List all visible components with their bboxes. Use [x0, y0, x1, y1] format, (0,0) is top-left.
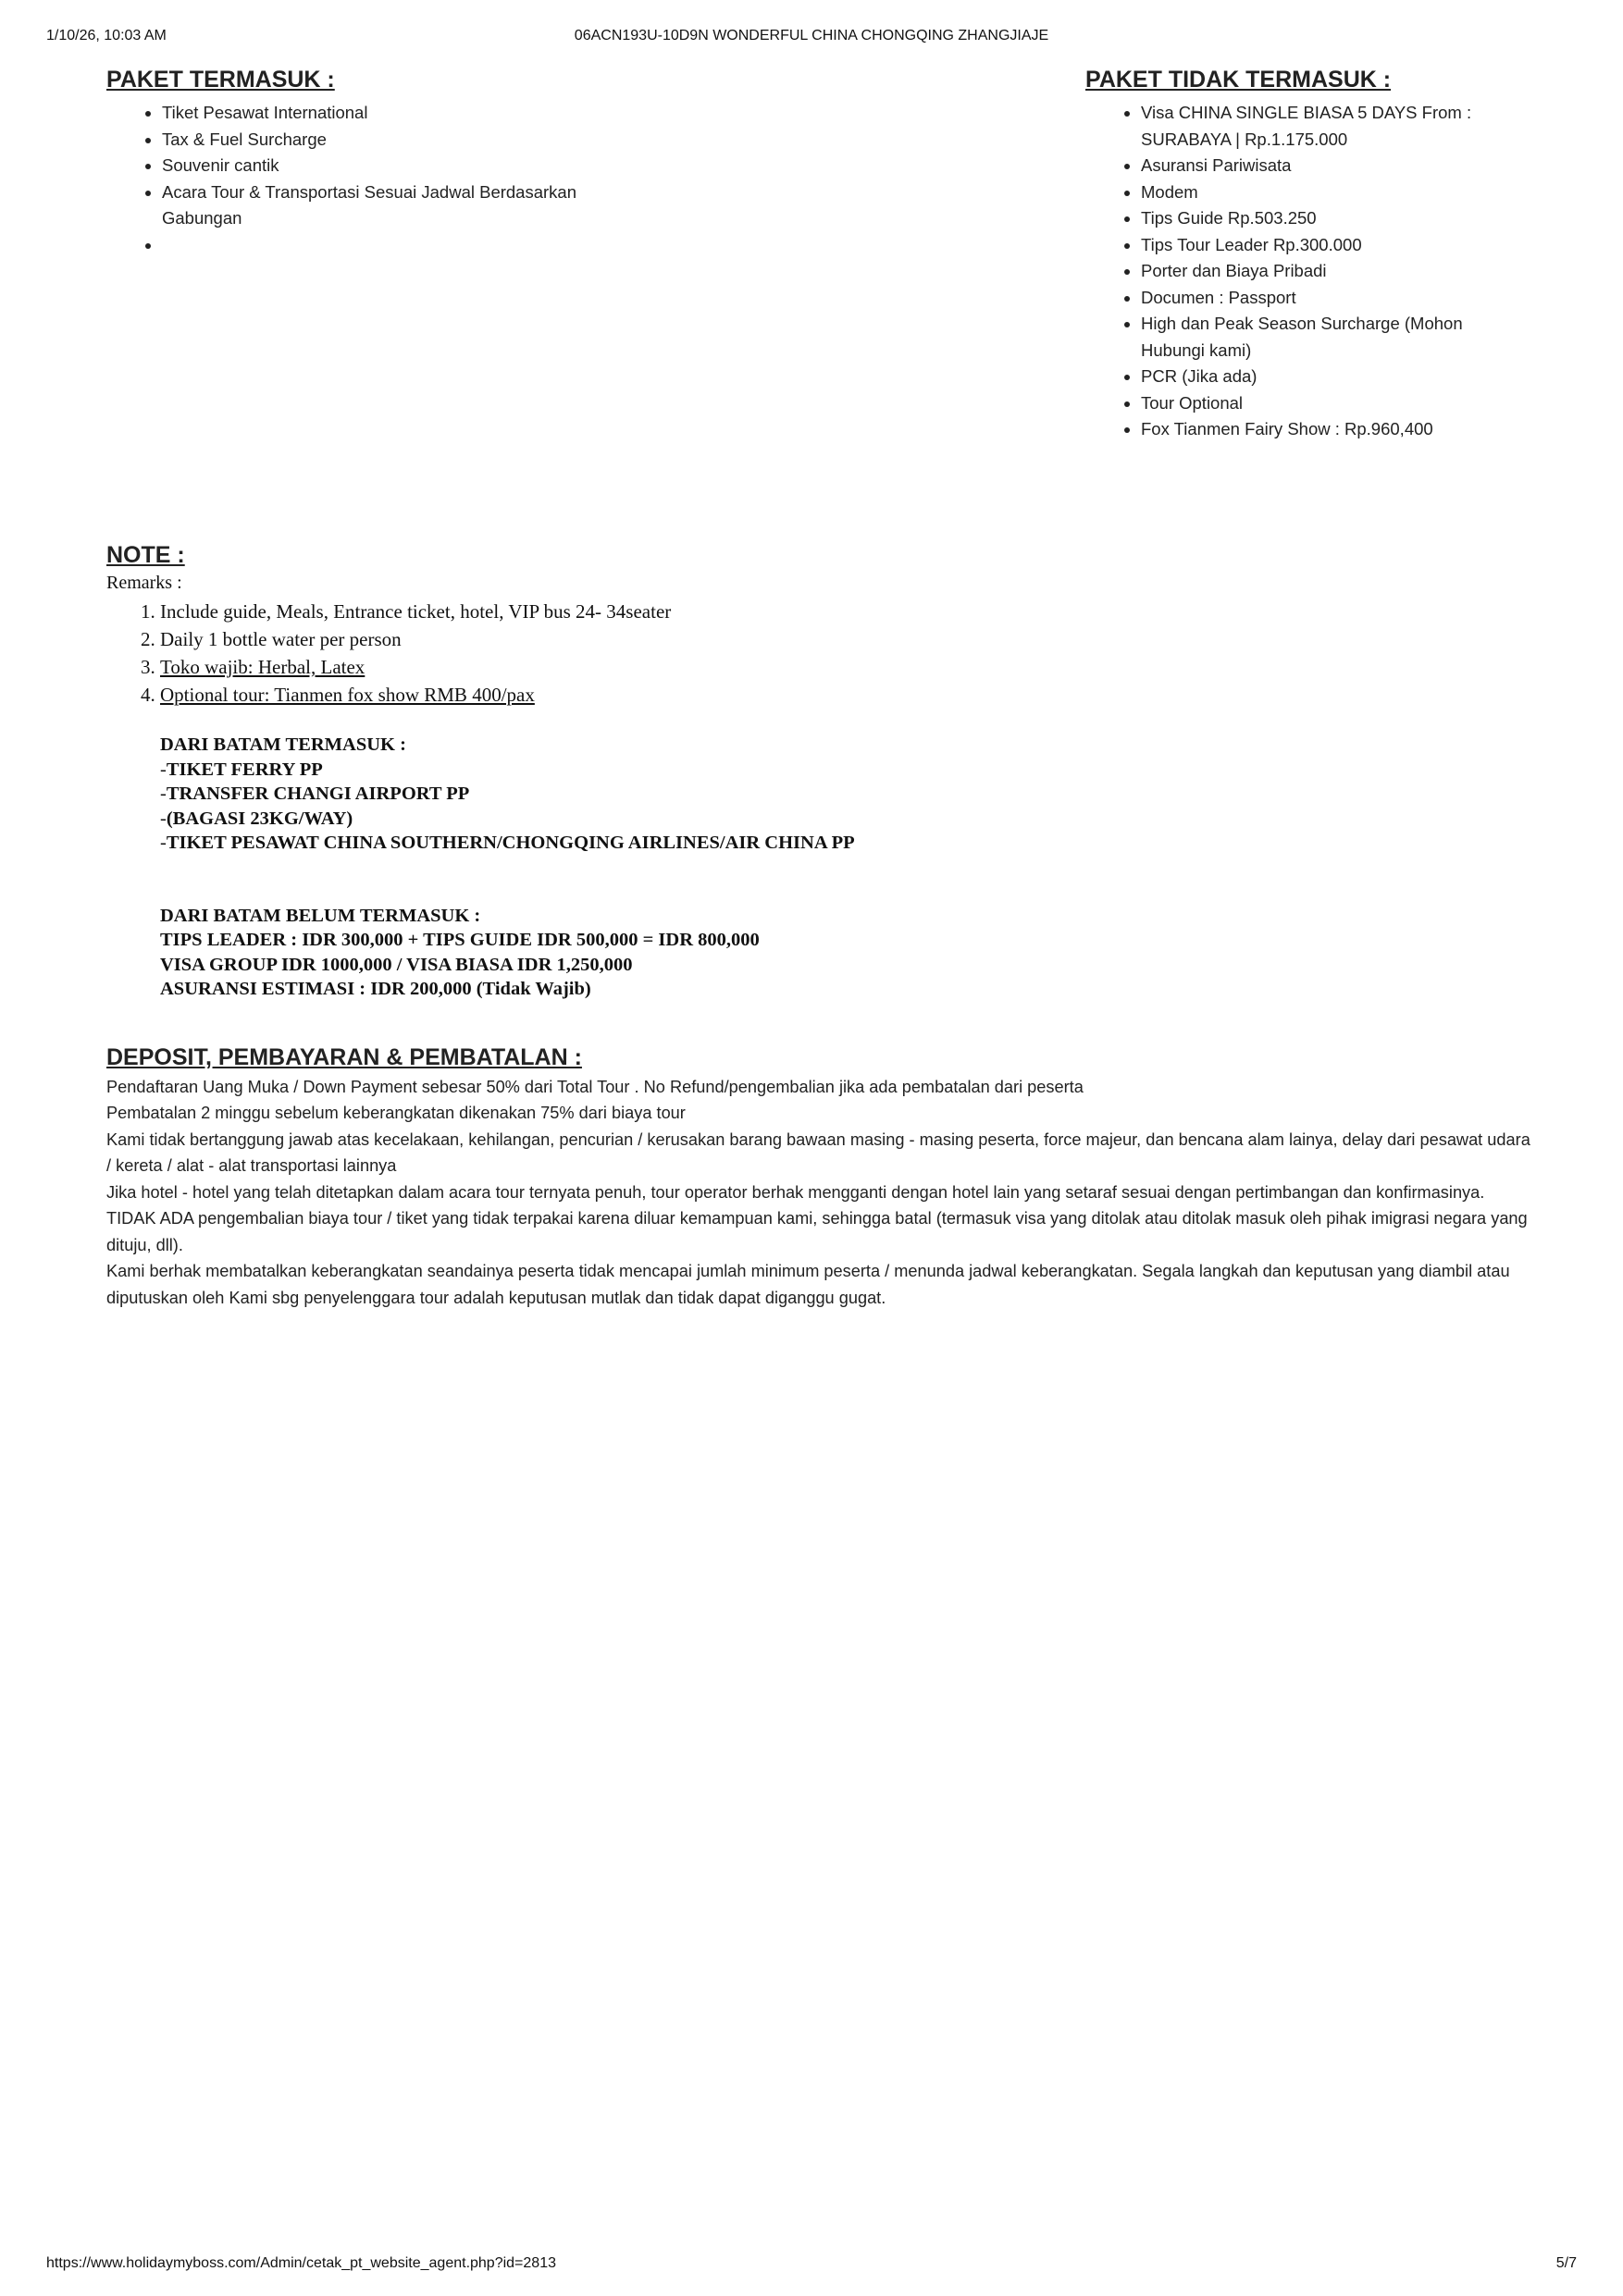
page-content	[106, 65, 1531, 1311]
deposit-section	[106, 1043, 1531, 1312]
batam-included-item: -TIKET PESAWAT CHINA SOUTHERN/CHONGQING AIRLINES/AIR CHINA PP	[160, 833, 855, 853]
list-item: • Modem	[1141, 179, 1474, 206]
included-title: PAKET TERMASUK :	[106, 67, 335, 93]
package-columns	[106, 65, 1531, 444]
batam-included-item: -TIKET FERRY PP	[160, 759, 323, 780]
remark-text: Toko wajib: Herbal, Latex	[160, 656, 365, 678]
note-title: NOTE :	[106, 542, 185, 568]
deposit-paragraph: Kami tidak bertanggung jawab atas kecelakaan, kehilangan, pencurian / kerusakan barang bawaan masing - masing peserta, force majeur, dan bencana alam lainya, delay dari pesawat udara / kereta / alat - alat transportasi lainnya	[106, 1129, 1530, 1175]
remark-item	[160, 625, 1531, 653]
remark-text: Optional tour: Tianmen fox show RMB 400/pax	[160, 684, 535, 706]
print-datetime: 1/10/26, 10:03 AM	[46, 28, 167, 43]
deposit-title: DEPOSIT, PEMBAYARAN & PEMBATALAN :	[106, 1043, 582, 1070]
list-item: • Acara Tour & Transportasi Sesuai Jadwal Berdasarkan Gabungan	[162, 179, 588, 232]
list-item: • Tips Guide Rp.503.250	[1141, 205, 1474, 232]
list-item: • Fox Tianmen Fairy Show : Rp.960,400	[1141, 416, 1474, 443]
excluded-list	[1085, 100, 1474, 443]
remark-text: Include guide, Meals, Entrance ticket, hotel, VIP bus 24- 34seater	[160, 600, 672, 623]
deposit-paragraph: TIDAK ADA pengembalian biaya tour / tiket yang tidak terpakai karena diluar kemampuan kami, sehingga batal (termasuk visa yang ditolak atau ditolak masuk oleh pihak imigrasi negara yang dituju, dll).	[106, 1209, 1528, 1254]
deposit-paragraph: Pendaftaran Uang Muka / Down Payment sebesar 50% dari Total Tour . No Refund/pengembalian jika ada pembatalan dari peserta	[106, 1077, 1084, 1096]
batam-excluded-item: TIPS LEADER : IDR 300,000 + TIPS GUIDE IDR 500,000 = IDR 800,000	[160, 930, 760, 950]
list-item: • Tips Tour Leader Rp.300.000	[1141, 232, 1474, 259]
deposit-paragraph: Jika hotel - hotel yang telah ditetapkan dalam acara tour ternyata penuh, tour operator berhak mengganti dengan hotel lain yang setaraf sesuai dengan pertimbangan dan konfirmasinya.	[106, 1182, 1485, 1202]
deposit-paragraph: Kami berhak membatalkan keberangkatan seandainya peserta tidak mencapai jumlah minimum peserta / menunda jadwal keberangkatan. Segala langkah dan keputusan yang diambil atau diputuskan oleh Kami sbg penyelenggara tour adalah keputusan mutlak dan tidak dapat diganggu gugat.	[106, 1262, 1510, 1307]
list-item: • Documen : Passport	[1141, 285, 1474, 312]
remark-item	[160, 598, 1531, 625]
list-item: • Porter dan Biaya Pribadi	[1141, 258, 1474, 285]
batam-included-text: TIKET FERRY PP	[166, 759, 323, 780]
list-item-empty	[162, 232, 588, 259]
excluded-section	[1085, 65, 1474, 443]
remark-item	[160, 653, 1531, 681]
list-item: • Souvenir cantik	[162, 153, 588, 179]
remarks-label: Remarks :	[106, 573, 182, 593]
list-item: • Asuransi Pariwisata	[1141, 153, 1474, 179]
page-number: 5/7	[1555, 2255, 1577, 2271]
remark-item	[160, 681, 1531, 709]
list-item: • Tax & Fuel Surcharge	[162, 127, 588, 154]
list-item: • Tour Optional	[1141, 390, 1474, 417]
batam-included-item: -(BAGASI 23KG/WAY)	[160, 808, 353, 829]
batam-included-item: -TRANSFER CHANGI AIRPORT PP	[160, 784, 470, 804]
excluded-title: PAKET TIDAK TERMASUK :	[1085, 67, 1392, 93]
batam-excluded-title: DARI BATAM BELUM TERMASUK :	[160, 905, 481, 926]
remark-text: Daily 1 bottle water per person	[160, 628, 402, 650]
batam-excluded-item: ASURANSI ESTIMASI : IDR 200,000 (Tidak Wajib)	[160, 979, 591, 999]
batam-info	[160, 709, 1531, 1002]
included-list	[106, 100, 588, 258]
batam-included-title: DARI BATAM TERMASUK :	[160, 734, 406, 755]
batam-excluded-item: VISA GROUP IDR 1000,000 / VISA BIASA IDR 1,250,000	[160, 954, 633, 975]
note-section	[106, 540, 1531, 1002]
batam-included-text: (BAGASI 23KG/WAY)	[166, 808, 353, 829]
page-url: https://www.holidaymyboss.com/Admin/cetak_pt_website_agent.php?id=2813	[46, 2255, 556, 2271]
included-section	[106, 65, 588, 258]
list-item: • Visa CHINA SINGLE BIASA 5 DAYS From : SURABAYA | Rp.1.175.000	[1141, 100, 1474, 153]
list-item: • PCR (Jika ada)	[1141, 364, 1474, 390]
batam-included-text: TIKET PESAWAT CHINA SOUTHERN/CHONGQING AIRLINES/AIR CHINA PP	[166, 833, 855, 853]
print-header	[46, 28, 1577, 50]
remarks-list	[106, 598, 1531, 709]
print-footer	[46, 2255, 1577, 2277]
deposit-paragraph: Pembatalan 2 minggu sebelum keberangkatan dikenakan 75% dari biaya tour	[106, 1104, 686, 1122]
document-title: 06ACN193U-10D9N WONDERFUL CHINA CHONGQING ZHANGJIAJE	[574, 28, 1049, 43]
list-item: • Tiket Pesawat International	[162, 100, 588, 127]
batam-included-text: TRANSFER CHANGI AIRPORT PP	[166, 784, 470, 804]
list-item: • High dan Peak Season Surcharge (Mohon Hubungi kami)	[1141, 311, 1474, 364]
